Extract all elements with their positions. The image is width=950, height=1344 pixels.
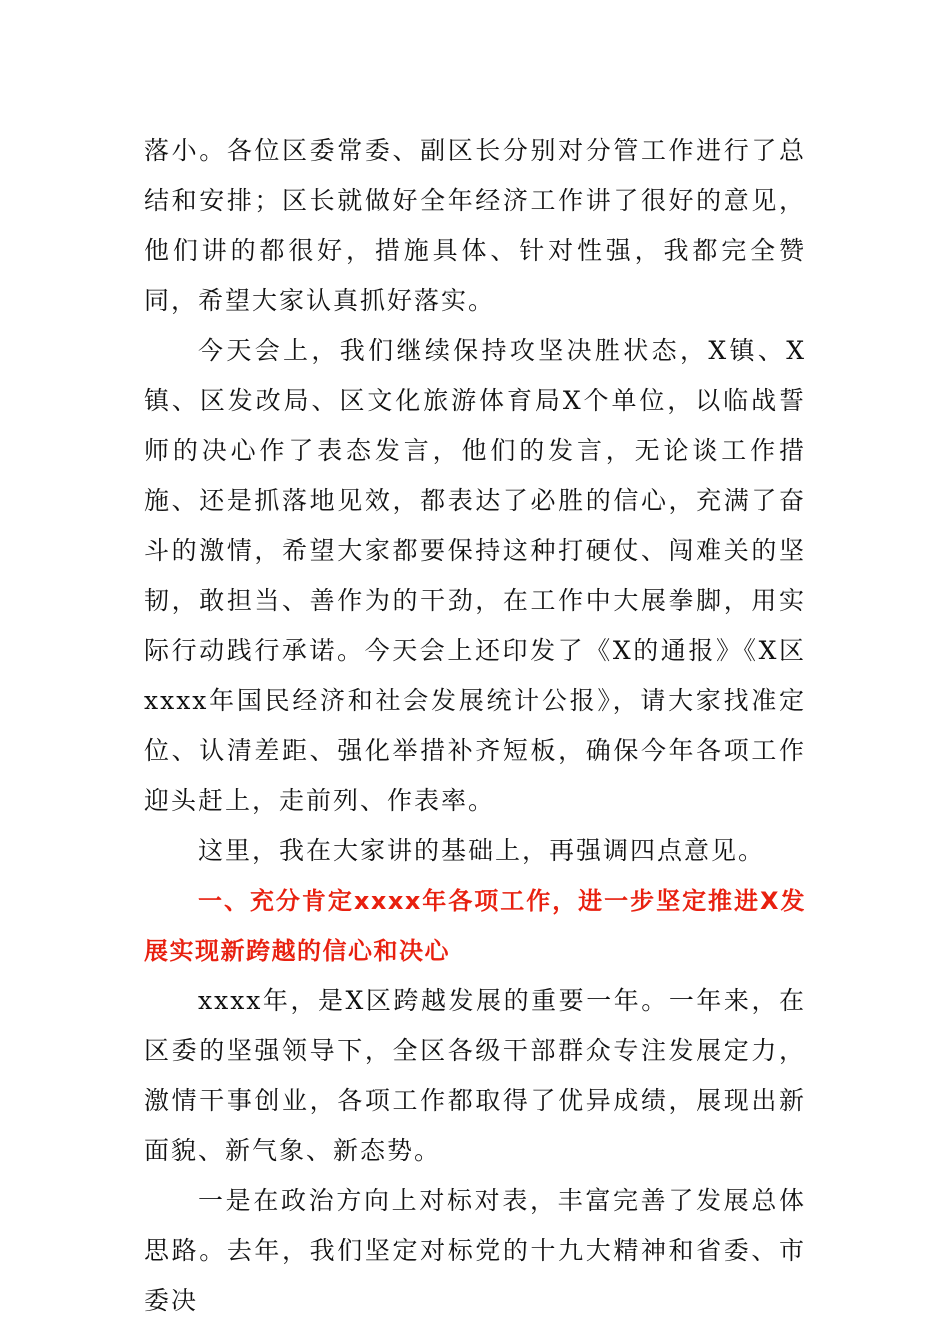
- paragraph-transition: 这里，我在大家讲的基础上，再强调四点意见。: [198, 836, 766, 865]
- document-page: [144, 126, 806, 1326]
- paragraph-year-review: xxxx年，是X区跨越发展的重要一年。一年来，在区委的坚强领导下，全区各级干部群众专注发展定力，激情干事创业，各项工作都取得了优异成绩，展现出新面貌、新气象、新态势。: [144, 986, 806, 1165]
- paragraph-continuation: 落小。各位区委常委、副区长分别对分管工作进行了总结和安排；区长就做好全年经济工作讲了很好的意见，他们讲的都很好，措施具体、针对性强，我都完全赞同，希望大家认真抓好落实。: [144, 136, 806, 315]
- paragraph-point-one: 一是在政治方向上对标对表，丰富完善了发展总体思路。去年，我们坚定对标党的十九大精神和省委、市委决: [144, 1186, 806, 1315]
- paragraph-meeting-summary: 今天会上，我们继续保持攻坚决胜状态，X镇、X镇、区发改局、区文化旅游体育局X个单位，以临战誓师的决心作了表态发言，他们的发言，无论谈工作措施、还是抓落地见效，都表达了必胜的信心，充满了奋斗的激情，希望大家都要保持这种打硬仗、闯难关的坚韧，敢担当、善作为的干劲，在工作中大展拳脚，用实际行动践行承诺。今天会上还印发了《X的通报》《X区xxxx年国民经济和社会发展统计公报》，请大家找准定位、认清差距、强化举措补齐短板，确保今年各项工作迎头赶上，走前列、作表率。: [144, 336, 806, 815]
- section-heading-1: 一、充分肯定xxxx年各项工作，进一步坚定推进X发展实现新跨越的信心和决心: [144, 887, 806, 965]
